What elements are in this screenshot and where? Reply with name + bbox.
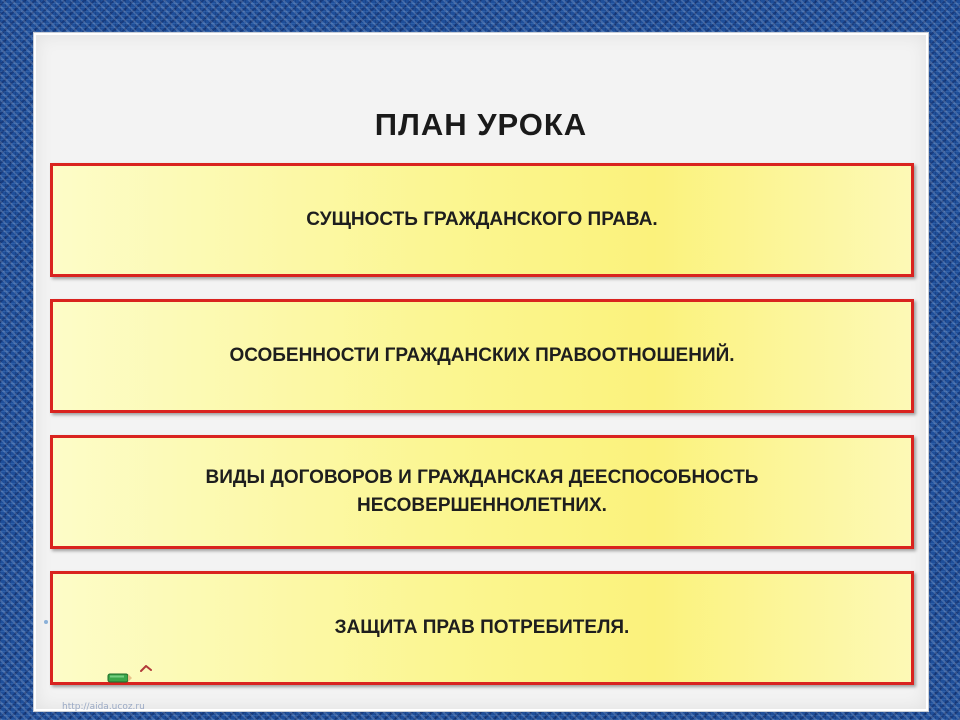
plan-item-label: ЗАЩИТА ПРАВ ПОТРЕБИТЕЛЯ.	[334, 617, 630, 638]
plan-item-2	[50, 299, 914, 413]
plan-item-3	[50, 435, 914, 549]
pencil-icon	[106, 672, 132, 684]
clip-icon	[140, 665, 152, 673]
plan-item-4	[50, 571, 914, 685]
bullet-dot-icon	[44, 620, 48, 624]
slide-title: ПЛАН УРОКА	[374, 107, 588, 142]
plan-item-label: ОСОБЕННОСТИ ГРАЖДАНСКИХ ПРАВООТНОШЕНИЙ.	[229, 345, 735, 366]
slide-canvas	[34, 33, 928, 711]
plan-item-label: СУЩНОСТЬ ГРАЖДАНСКОГО ПРАВА.	[306, 209, 658, 230]
plan-item-1	[50, 163, 914, 277]
footer-url[interactable]: http://aida.ucoz.ru	[62, 702, 145, 712]
plan-item-label: ВИДЫ ДОГОВОРОВ И ГРАЖДАНСКАЯ ДЕЕСПОСОБНОСТЬ НЕСОВЕРШЕННОЛЕТНИХ.	[205, 467, 759, 516]
